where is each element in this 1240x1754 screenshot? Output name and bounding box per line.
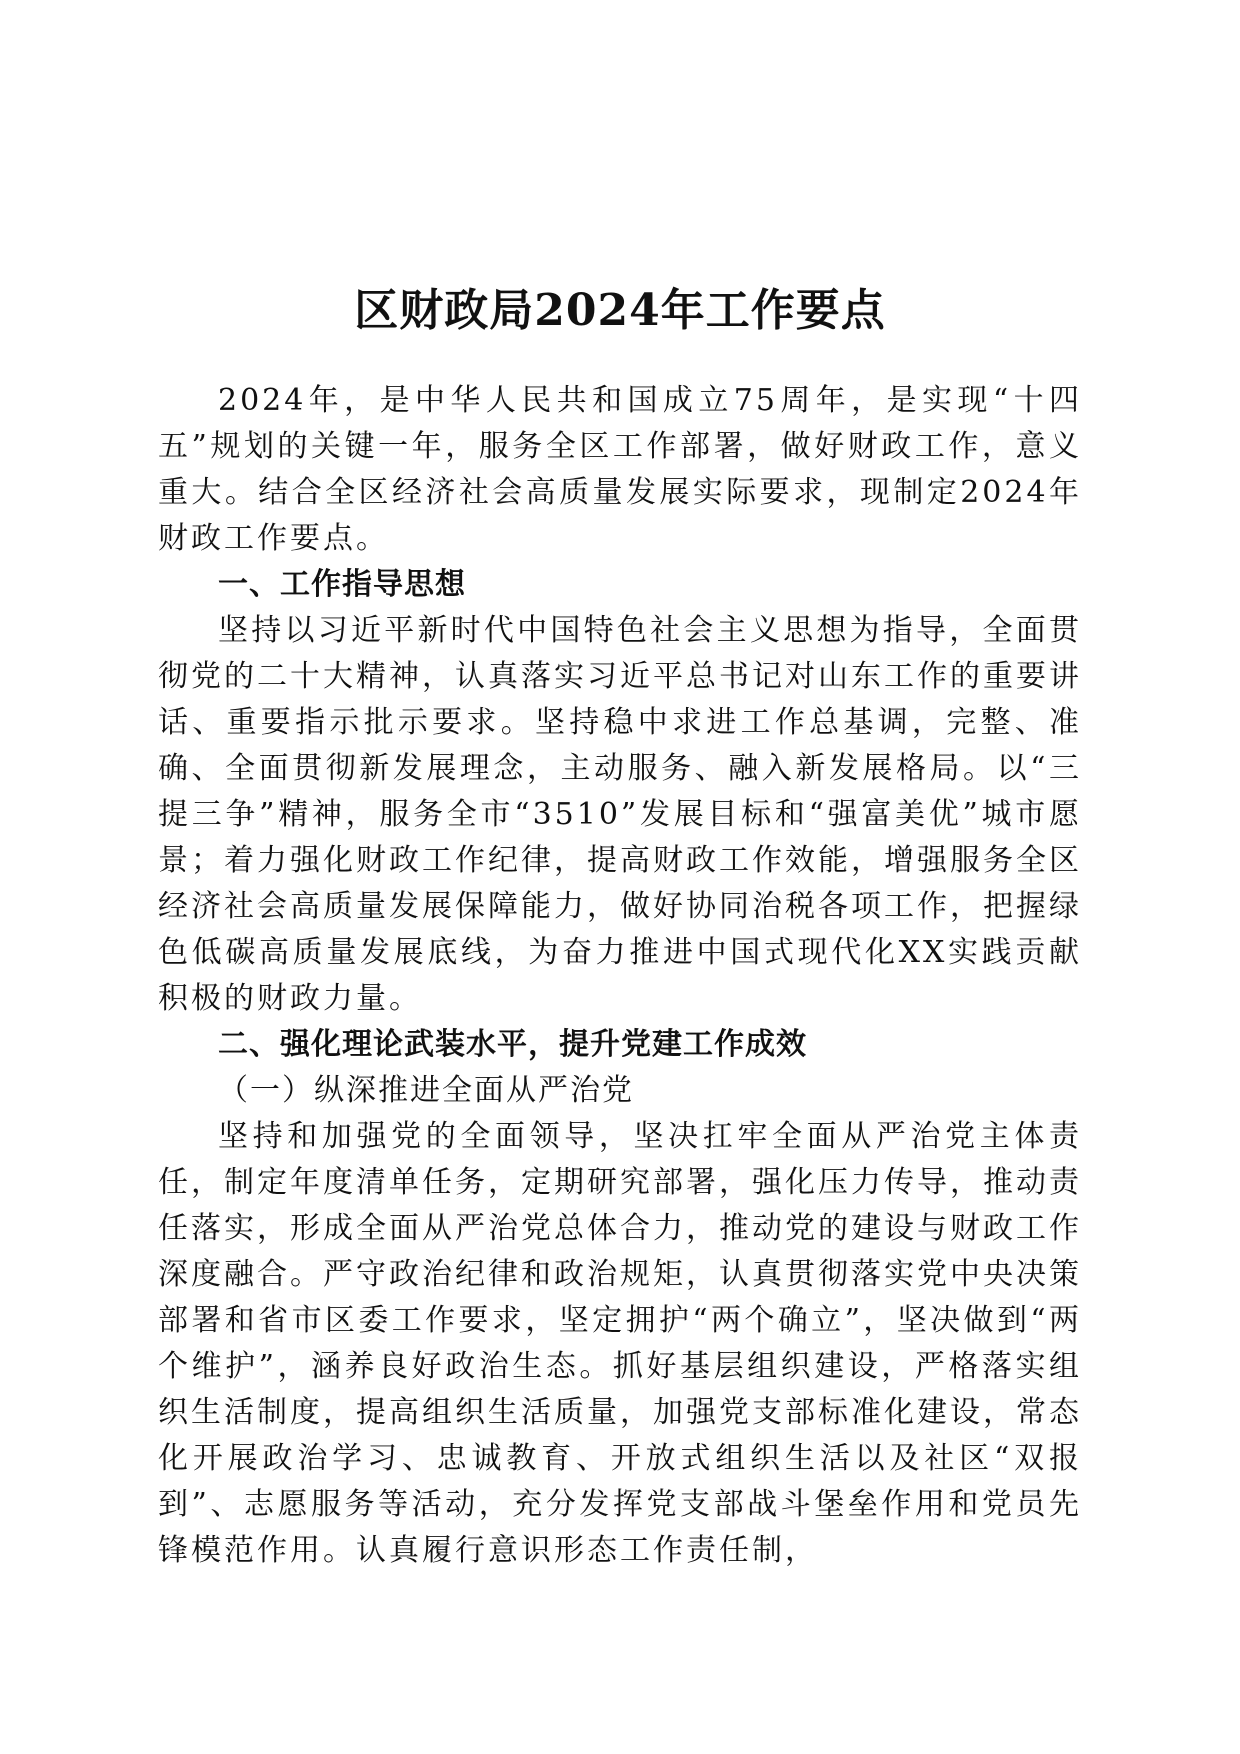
intro-paragraph: 2024年，是中华人民共和国成立75周年，是实现“十四五”规划的关键一年，服务全区工作部署，做好财政工作，意义重大。结合全区经济社会高质量发展实际要求，现制定2024年财政工作要点。 bbox=[158, 383, 1082, 556]
document-body bbox=[158, 378, 1082, 1574]
section-1-paragraph: 坚持以习近平新时代中国特色社会主义思想为指导，全面贯彻党的二十大精神，认真落实习近平总书记对山东工作的重要讲话、重要指示批示要求。坚持稳中求进工作总基调，完整、准确、全面贯彻新发展理念，主动服务、融入新发展格局。以“三提三争”精神，服务全市“3510”发展目标和“强富美优”城市愿景；着力强化财政工作纪律，提高财政工作效能，增强服务全区经济社会高质量发展保障能力，做好协同治税各项工作，把握绿色低碳高质量发展底线，为奋力推进中国式现代化XX实践贡献积极的财政力量。 bbox=[158, 613, 1082, 1016]
subsection-1-heading: （一）纵深推进全面从严治党 bbox=[218, 1073, 634, 1108]
section-1-heading: 一、工作指导思想 bbox=[218, 567, 466, 602]
section-2-heading: 二、强化理论武装水平，提升党建工作成效 bbox=[218, 1027, 807, 1062]
document-title: 区财政局2024年工作要点 bbox=[354, 285, 886, 337]
subsection-1-paragraph: 坚持和加强党的全面领导，坚决扛牢全面从严治党主体责任，制定年度清单任务，定期研究部署，强化压力传导，推动责任落实，形成全面从严治党总体合力，推动党的建设与财政工作深度融合。严守政治纪律和政治规矩，认真贯彻落实党中央决策部署和省市区委工作要求，坚定拥护“两个确立”，坚决做到“两个维护”，涵养良好政治生态。抓好基层组织建设，严格落实组织生活制度，提高组织生活质量，加强党支部标准化建设，常态化开展政治学习、忠诚教育、开放式组织生活以及社区“双报到”、志愿服务等活动，充分发挥党支部战斗堡垒作用和党员先锋模范作用。认真履行意识形态工作责任制， bbox=[158, 1119, 1082, 1568]
